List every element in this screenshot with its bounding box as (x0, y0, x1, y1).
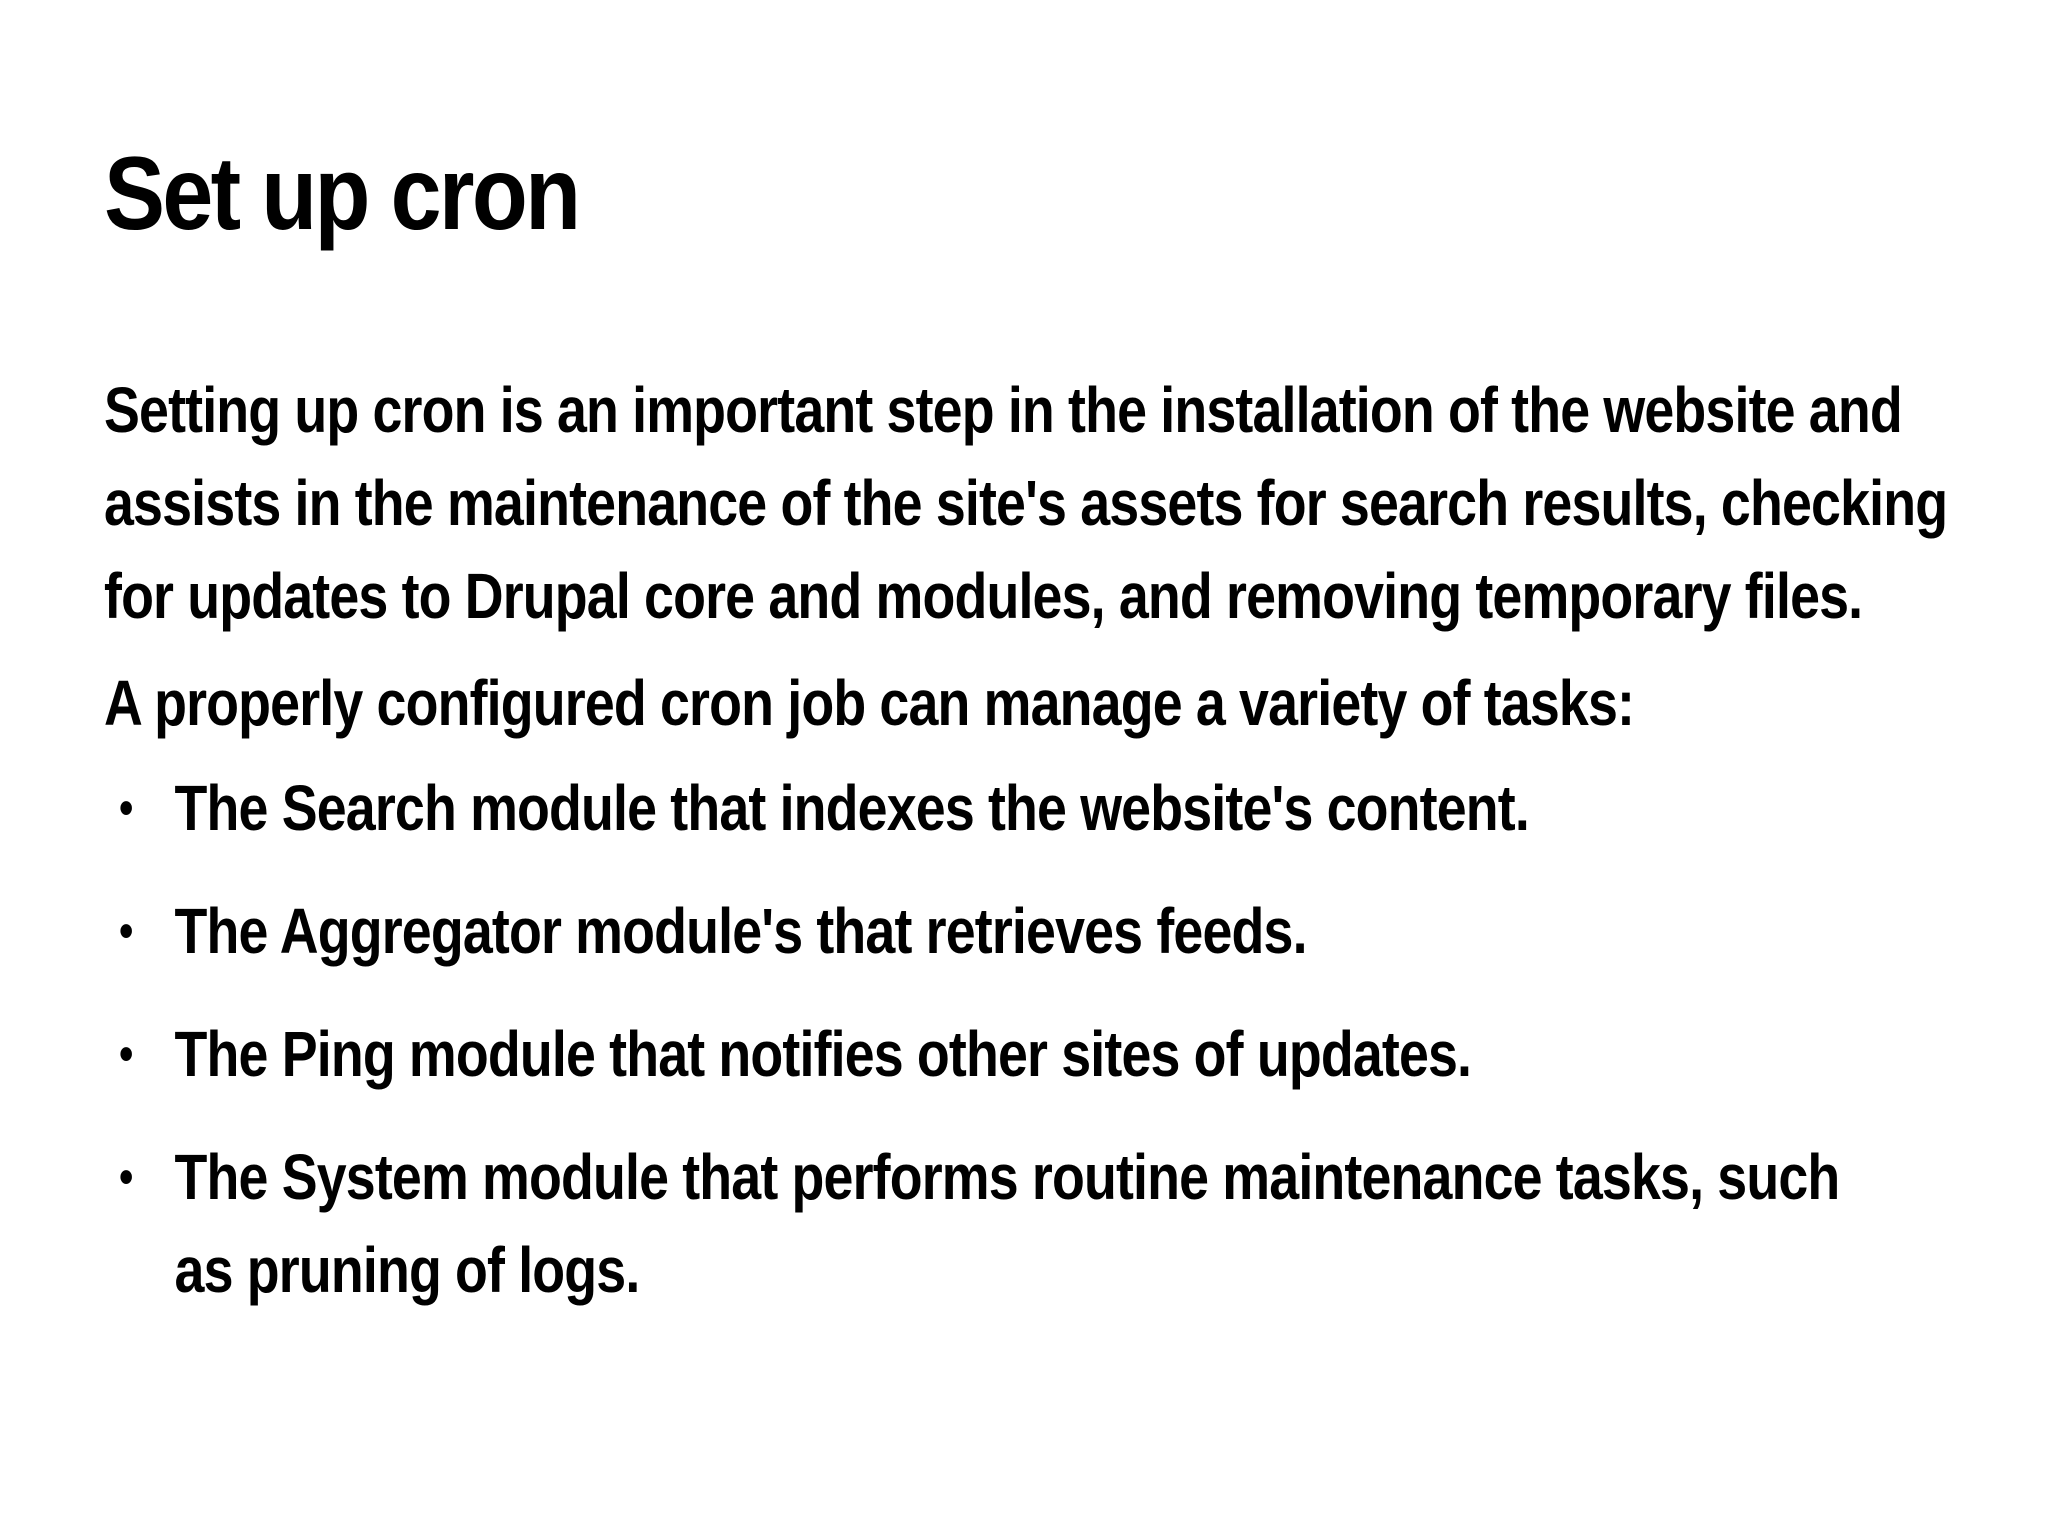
task-intro-paragraph: A properly configured cron job can manage a variety of tasks: (104, 667, 1635, 739)
list-item-ping (104, 1008, 1863, 1101)
bullet-icon: • (119, 905, 133, 958)
list-item-system (104, 1131, 1863, 1317)
list-item-aggregator (104, 885, 1863, 978)
task-text-aggregator: The Aggregator module's that retrieves feeds. (174, 895, 1307, 967)
bullet-icon: • (119, 782, 133, 835)
bullet-icon: • (119, 1151, 133, 1204)
task-text-system: The System module that performs routine maintenance tasks, such as pruning of logs. (174, 1141, 1840, 1306)
intro-paragraph: Setting up cron is an important step in the installation of the website and assists in the maintenance of the site's assets for search results, checking for updates to Drupal core and modules, and removing temporary files. (104, 374, 1948, 632)
page-title: Set up cron (104, 136, 579, 252)
task-text-search: The Search module that indexes the website's content. (174, 772, 1529, 844)
list-item-search (104, 762, 1863, 855)
bullet-icon: • (119, 1028, 133, 1081)
task-list (104, 762, 1944, 1317)
slide-content (104, 364, 1948, 1347)
task-text-ping: The Ping module that notifies other sites of updates. (174, 1018, 1472, 1090)
